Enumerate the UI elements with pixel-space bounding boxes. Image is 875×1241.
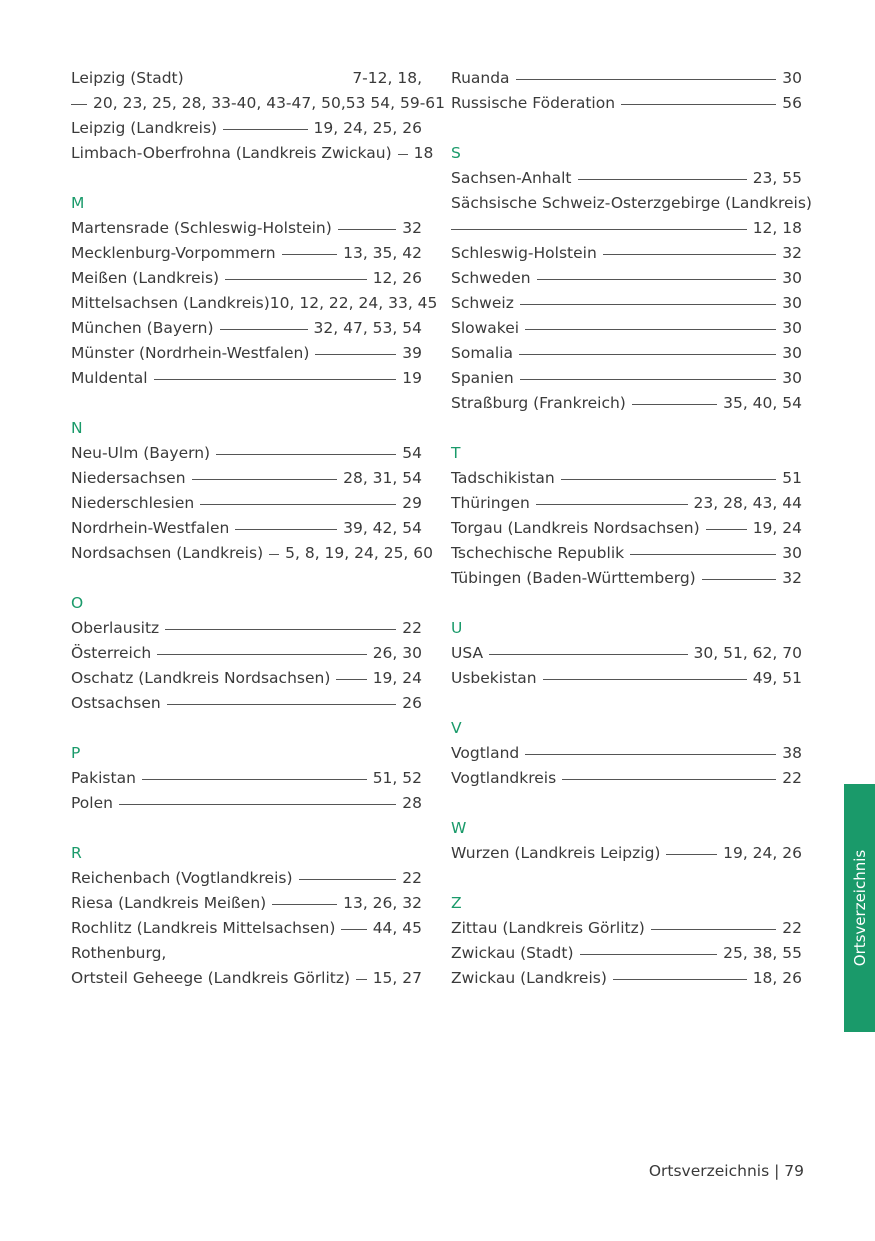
index-column-right [451, 66, 812, 1016]
entry-pages: 23, 55 [752, 169, 802, 187]
entry-name: Niedersachsen [71, 469, 186, 487]
index-section [451, 816, 802, 866]
dot-leader [223, 129, 307, 130]
entry-name: Niederschlesien [71, 494, 195, 512]
entry-pages: 23, 28, 43, 44 [693, 494, 802, 512]
section-letter: N [71, 419, 83, 437]
index-entry [451, 641, 802, 666]
index-section [451, 891, 802, 991]
entry-pages: 13, 35, 42 [343, 244, 422, 262]
dot-leader [235, 529, 337, 530]
entry-name: Schweiz [451, 294, 514, 312]
dot-leader [651, 929, 777, 930]
entry-name: Ruanda [451, 69, 510, 87]
entry-pages: 32 [402, 219, 422, 237]
index-entry [451, 541, 802, 566]
index-entry [451, 941, 802, 966]
dot-leader [225, 279, 367, 280]
entry-name: Neu-Ulm (Bayern) [71, 444, 211, 462]
index-section [71, 66, 446, 166]
entry-name: USA [451, 644, 484, 662]
entry-name: Leipzig (Landkreis) [71, 119, 218, 137]
entry-pages: 18 [413, 144, 434, 162]
dot-leader [580, 954, 718, 955]
index-section [451, 441, 802, 591]
entry-name: Limbach-Oberfrohna (Landkreis Zwickau) [71, 144, 392, 162]
entry-pages: 19, 24 [372, 669, 422, 687]
entry-name: Thüringen [451, 494, 530, 512]
entry-pages: 28 [402, 794, 422, 812]
entry-pages: 30 [782, 294, 802, 312]
dot-leader [706, 529, 747, 530]
entry-pages: 15, 27 [372, 969, 422, 987]
entry-pages: 39, 42, 54 [343, 519, 422, 537]
entry-pages: 28, 31, 54 [343, 469, 422, 487]
entry-name: Rothenburg, [71, 944, 167, 962]
index-entry [451, 466, 802, 491]
section-letter: R [71, 844, 82, 862]
index-entry [451, 191, 812, 216]
index-entry [71, 891, 422, 916]
entry-name: Spanien [451, 369, 514, 387]
section-letter: S [451, 144, 461, 162]
entry-name: Tadschikistan [451, 469, 555, 487]
footer-section-title: Ortsverzeichnis [648, 1162, 770, 1180]
entry-name: Usbekistan [451, 669, 537, 687]
index-entry [451, 91, 802, 116]
index-entry [451, 316, 802, 341]
entry-pages: 56 [782, 94, 802, 112]
dot-leader [154, 379, 397, 380]
entry-pages: 26 [402, 694, 422, 712]
dot-leader [578, 179, 747, 180]
index-entry [71, 491, 422, 516]
dot-leader [451, 229, 747, 230]
index-entry [71, 266, 422, 291]
index-entry [71, 66, 422, 91]
index-entry [451, 166, 802, 191]
dot-leader [71, 104, 87, 105]
entry-name: Wurzen (Landkreis Leipzig) [451, 844, 661, 862]
entry-pages: 22 [402, 619, 422, 637]
dot-leader [632, 404, 717, 405]
index-section [451, 716, 802, 791]
index-entry [451, 566, 802, 591]
entry-pages: 22 [782, 919, 802, 937]
dot-leader [398, 154, 408, 155]
entry-pages: 49, 51 [752, 669, 802, 687]
entry-name: Meißen (Landkreis) [71, 269, 220, 287]
entry-pages: 32, 47, 53, 54 [313, 319, 422, 337]
entry-name: Münster (Nordrhein-Westfalen) [71, 344, 310, 362]
index-entry [71, 466, 422, 491]
entry-name: Zwickau (Stadt) [451, 944, 574, 962]
dot-leader [272, 904, 337, 905]
entry-name: Schleswig-Holstein [451, 244, 597, 262]
index-section [71, 741, 422, 816]
entry-pages: 30, 51, 62, 70 [693, 644, 802, 662]
dot-leader [543, 679, 747, 680]
index-section [71, 591, 422, 716]
section-letter: W [451, 819, 467, 837]
entry-name: Somalia [451, 344, 514, 362]
entry-name: Mecklenburg-Vorpommern [71, 244, 276, 262]
index-entry [71, 866, 422, 891]
index-entry [71, 616, 422, 641]
index-entry [71, 916, 422, 941]
dot-leader [119, 804, 396, 805]
entry-name: Russische Föderation [451, 94, 616, 112]
entry-name: Tübingen (Baden-Württemberg) [451, 569, 696, 587]
dot-leader [536, 504, 688, 505]
index-entry [451, 266, 802, 291]
entry-name: Reichenbach (Vogtlandkreis) [71, 869, 293, 887]
section-tab-label: Ortsverzeichnis [850, 849, 869, 967]
index-entry [71, 766, 422, 791]
dot-leader [192, 479, 338, 480]
section-letter: M [71, 194, 85, 212]
entry-name: Torgau (Landkreis Nordsachsen) [451, 519, 700, 537]
entry-name: Nordrhein-Westfalen [71, 519, 230, 537]
index-entry [451, 391, 802, 416]
section-tab [844, 784, 875, 1032]
dot-leader [562, 779, 776, 780]
index-entry [71, 241, 422, 266]
entry-pages: 22 [402, 869, 422, 887]
dot-leader [666, 854, 717, 855]
entry-pages: 19, 24, 26 [723, 844, 802, 862]
entry-pages: 32 [782, 244, 802, 262]
entry-pages: 26, 30 [372, 644, 422, 662]
entry-pages: 7-12, 18, [352, 69, 422, 87]
entry-pages: 13, 26, 32 [343, 894, 422, 912]
entry-name: Martensrade (Schleswig-Holstein) [71, 219, 332, 237]
dot-leader [702, 579, 777, 580]
index-entry [451, 66, 802, 91]
index-section [451, 616, 802, 691]
index-entry [451, 766, 802, 791]
entry-pages: 5, 8, 19, 24, 25, 60 [285, 544, 434, 562]
entry-pages: 18, 26 [752, 969, 802, 987]
index-entry [71, 516, 422, 541]
dot-leader [299, 879, 397, 880]
index-entry [451, 516, 802, 541]
index-entry [71, 291, 438, 316]
index-entry [451, 666, 802, 691]
dot-leader [200, 504, 396, 505]
dot-leader [519, 354, 776, 355]
page-number: 79 [784, 1162, 804, 1180]
entry-name: Ortsteil Geheege (Landkreis Görlitz) [71, 969, 351, 987]
entry-pages: 20, 23, 25, 28, 33-40, 43-47, 50,53 54, 59-61 [93, 94, 446, 112]
entry-pages: 54 [402, 444, 422, 462]
index-entry [451, 491, 802, 516]
dot-leader [142, 779, 367, 780]
dot-leader [157, 654, 366, 655]
entry-pages: 35, 40, 54 [723, 394, 802, 412]
entry-pages: 30 [782, 544, 802, 562]
entry-pages: 30 [782, 69, 802, 87]
entry-pages: 51, 52 [372, 769, 422, 787]
entry-name: Oschatz (Landkreis Nordsachsen) [71, 669, 331, 687]
entry-name: Riesa (Landkreis Meißen) [71, 894, 267, 912]
index-entry [71, 541, 434, 566]
entry-name: Österreich [71, 644, 152, 662]
index-entry [71, 141, 434, 166]
section-letter: P [71, 744, 81, 762]
section-letter: U [451, 619, 463, 637]
index-entry [71, 216, 422, 241]
dot-leader [216, 454, 396, 455]
index-entry [71, 641, 422, 666]
page-footer [649, 1162, 804, 1180]
index-entry [451, 216, 802, 241]
entry-name: Sächsische Schweiz-Osterzgebirge (Landkreis) [451, 194, 812, 212]
section-letter: T [451, 444, 461, 462]
section-letter: V [451, 719, 462, 737]
index-entry [451, 366, 802, 391]
entry-pages: 30 [782, 344, 802, 362]
entry-name: Slowakei [451, 319, 520, 337]
index-section [451, 66, 802, 116]
index-entry [71, 691, 422, 716]
dot-leader [489, 654, 687, 655]
section-letter: O [71, 594, 84, 612]
entry-pages: 25, 38, 55 [723, 944, 802, 962]
dot-leader [520, 304, 776, 305]
index-section [71, 416, 434, 566]
dot-leader [269, 554, 279, 555]
dot-leader [520, 379, 777, 380]
dot-leader [341, 929, 366, 930]
entry-name: Straßburg (Frankreich) [451, 394, 626, 412]
entry-pages: 39 [402, 344, 422, 362]
entry-name: Schweden [451, 269, 531, 287]
entry-pages: 44, 45 [372, 919, 422, 937]
dot-leader [630, 554, 776, 555]
index-entry [71, 441, 422, 466]
dot-leader [613, 979, 747, 980]
entry-pages: 12, 26 [372, 269, 422, 287]
index-entry [451, 241, 802, 266]
dot-leader [537, 279, 777, 280]
entry-pages: 38 [782, 744, 802, 762]
entry-name: Polen [71, 794, 113, 812]
entry-pages: 51 [782, 469, 802, 487]
index-entry [71, 341, 422, 366]
entry-name: Zwickau (Landkreis) [451, 969, 607, 987]
entry-pages: 12, 18 [752, 219, 802, 237]
dot-leader [621, 104, 776, 105]
index-section [71, 841, 422, 991]
index-entry [71, 366, 422, 391]
index-section [451, 141, 812, 416]
index-entry [451, 841, 802, 866]
index-entry [71, 941, 422, 966]
entry-name: Sachsen-Anhalt [451, 169, 572, 187]
entry-pages: 19 [402, 369, 422, 387]
index-column-left [71, 66, 446, 1016]
entry-name: Pakistan [71, 769, 136, 787]
index-entry [71, 966, 422, 991]
entry-name: Nordsachsen (Landkreis) [71, 544, 264, 562]
entry-pages: 30 [782, 269, 802, 287]
entry-name: München (Bayern) [71, 319, 214, 337]
dot-leader [356, 979, 367, 980]
index-entry [451, 916, 802, 941]
index-entry [451, 341, 802, 366]
index-entry [71, 316, 422, 341]
entry-name: Ostsachsen [71, 694, 161, 712]
entry-name: Muldental [71, 369, 148, 387]
entry-pages: 19, 24, 25, 26 [313, 119, 422, 137]
dot-leader [338, 229, 396, 230]
entry-pages: 30 [782, 319, 802, 337]
entry-name: Leipzig (Stadt) [71, 69, 184, 87]
footer-separator: | [774, 1162, 780, 1180]
dot-leader [336, 679, 366, 680]
entry-pages: 32 [782, 569, 802, 587]
index-entry [451, 291, 802, 316]
index-entry [71, 116, 422, 141]
dot-leader [282, 254, 338, 255]
entry-name: Tschechische Republik [451, 544, 625, 562]
dot-leader [603, 254, 776, 255]
entry-name: Vogtland [451, 744, 520, 762]
entry-name: Rochlitz (Landkreis Mittelsachsen) [71, 919, 336, 937]
dot-leader [167, 704, 397, 705]
dot-leader [525, 329, 776, 330]
index-entry [71, 91, 446, 116]
dot-leader [165, 629, 396, 630]
section-letter: Z [451, 894, 462, 912]
entry-pages: 30 [782, 369, 802, 387]
index-entry [451, 966, 802, 991]
dot-leader [525, 754, 776, 755]
dot-leader [516, 79, 777, 80]
dot-leader [220, 329, 308, 330]
entry-name: Mittelsachsen (Landkreis) [71, 294, 270, 312]
entry-name: Oberlausitz [71, 619, 160, 637]
dot-leader [561, 479, 777, 480]
dot-leader [315, 354, 396, 355]
entry-pages: 10, 12, 22, 24, 33, 45 [269, 294, 438, 312]
index-entry [451, 741, 802, 766]
entry-name: Zittau (Landkreis Görlitz) [451, 919, 645, 937]
entry-name: Vogtlandkreis [451, 769, 557, 787]
index-section [71, 191, 438, 391]
entry-pages: 19, 24 [752, 519, 802, 537]
index-entry [71, 791, 422, 816]
index-entry [71, 666, 422, 691]
entry-pages: 29 [402, 494, 422, 512]
entry-pages: 22 [782, 769, 802, 787]
